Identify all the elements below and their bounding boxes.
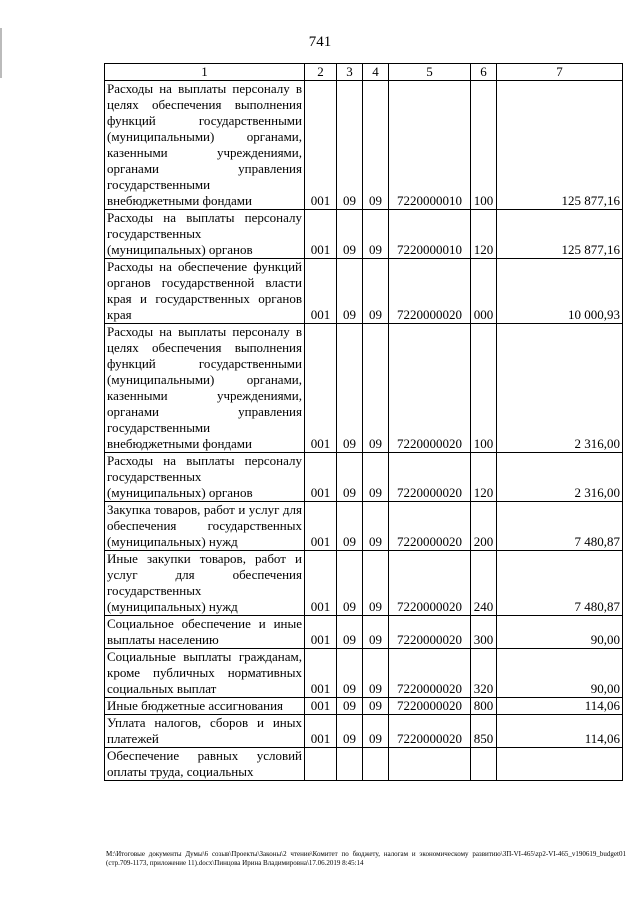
target-article-code: 7220000020 bbox=[389, 551, 471, 616]
header-cell: 1 bbox=[105, 64, 305, 81]
row-description: Уплата налогов, сборов и иных платежей bbox=[105, 715, 305, 748]
table-row bbox=[105, 502, 623, 551]
expense-type-code: 100 bbox=[471, 81, 497, 210]
amount: 10 000,93 bbox=[497, 259, 623, 324]
target-article-code bbox=[389, 748, 471, 781]
header-cell: 4 bbox=[363, 64, 389, 81]
target-article-code: 7220000020 bbox=[389, 698, 471, 715]
target-article-code: 7220000020 bbox=[389, 649, 471, 698]
subsection-code: 09 bbox=[363, 210, 389, 259]
section-code: 09 bbox=[337, 715, 363, 748]
header-cell: 2 bbox=[305, 64, 337, 81]
document-path-footer: M:\Итоговые документы Думы\6 созыв\Проекты\Законы\2 чтение\Комитет по бюджету, налогам и экономическому развитию\ЗП-VI-465\zp2-VI-465_v190619_budget01 (стр.709-1173, приложение 11).docx\Пинцова Ирина Владимировна\17.06.2019 8:45:14 bbox=[106, 850, 626, 867]
admin-code: 001 bbox=[305, 698, 337, 715]
table-row bbox=[105, 616, 623, 649]
amount: 7 480,87 bbox=[497, 551, 623, 616]
table-row bbox=[105, 715, 623, 748]
expense-type-code: 300 bbox=[471, 616, 497, 649]
subsection-code: 09 bbox=[363, 453, 389, 502]
expense-type-code: 100 bbox=[471, 324, 497, 453]
admin-code: 001 bbox=[305, 324, 337, 453]
row-description: Социальное обеспечение и иные выплаты населению bbox=[105, 616, 305, 649]
table-row bbox=[105, 698, 623, 715]
admin-code: 001 bbox=[305, 210, 337, 259]
table-row bbox=[105, 210, 623, 259]
subsection-code bbox=[363, 748, 389, 781]
amount: 114,06 bbox=[497, 715, 623, 748]
section-code: 09 bbox=[337, 698, 363, 715]
section-code: 09 bbox=[337, 453, 363, 502]
header-cell: 3 bbox=[337, 64, 363, 81]
section-code bbox=[337, 748, 363, 781]
row-description: Расходы на выплаты персоналу в целях обеспечения выполнения функций государственными (муниципальными) органами, казенными учреждениями, органами управления государственными внебюджетными фондами bbox=[105, 324, 305, 453]
row-description: Расходы на обеспечение функций органов государственной власти края и государственных органов края bbox=[105, 259, 305, 324]
admin-code bbox=[305, 748, 337, 781]
admin-code: 001 bbox=[305, 259, 337, 324]
row-description: Социальные выплаты гражданам, кроме публичных нормативных социальных выплат bbox=[105, 649, 305, 698]
section-code: 09 bbox=[337, 616, 363, 649]
admin-code: 001 bbox=[305, 453, 337, 502]
subsection-code: 09 bbox=[363, 698, 389, 715]
section-code: 09 bbox=[337, 324, 363, 453]
amount: 125 877,16 bbox=[497, 210, 623, 259]
subsection-code: 09 bbox=[363, 551, 389, 616]
header-row bbox=[105, 64, 623, 81]
expense-type-code: 120 bbox=[471, 453, 497, 502]
target-article-code: 7220000010 bbox=[389, 210, 471, 259]
row-description: Иные бюджетные ассигнования bbox=[105, 698, 305, 715]
table-row bbox=[105, 551, 623, 616]
amount bbox=[497, 748, 623, 781]
budget-table bbox=[104, 63, 623, 781]
admin-code: 001 bbox=[305, 715, 337, 748]
expense-type-code: 320 bbox=[471, 649, 497, 698]
expense-type-code bbox=[471, 748, 497, 781]
expense-type-code: 240 bbox=[471, 551, 497, 616]
header-cell: 5 bbox=[389, 64, 471, 81]
table-row bbox=[105, 649, 623, 698]
amount: 90,00 bbox=[497, 616, 623, 649]
subsection-code: 09 bbox=[363, 715, 389, 748]
expense-type-code: 200 bbox=[471, 502, 497, 551]
row-description: Расходы на выплаты персоналу государственных (муниципальных) органов bbox=[105, 210, 305, 259]
expense-type-code: 850 bbox=[471, 715, 497, 748]
subsection-code: 09 bbox=[363, 259, 389, 324]
admin-code: 001 bbox=[305, 649, 337, 698]
expense-type-code: 000 bbox=[471, 259, 497, 324]
table-row bbox=[105, 81, 623, 210]
amount: 2 316,00 bbox=[497, 453, 623, 502]
subsection-code: 09 bbox=[363, 324, 389, 453]
subsection-code: 09 bbox=[363, 502, 389, 551]
section-code: 09 bbox=[337, 81, 363, 210]
subsection-code: 09 bbox=[363, 81, 389, 210]
admin-code: 001 bbox=[305, 551, 337, 616]
target-article-code: 7220000020 bbox=[389, 259, 471, 324]
section-code: 09 bbox=[337, 210, 363, 259]
header-cell: 6 bbox=[471, 64, 497, 81]
target-article-code: 7220000020 bbox=[389, 453, 471, 502]
amount: 7 480,87 bbox=[497, 502, 623, 551]
header-cell: 7 bbox=[497, 64, 623, 81]
subsection-code: 09 bbox=[363, 649, 389, 698]
amount: 114,06 bbox=[497, 698, 623, 715]
page-number: 741 bbox=[308, 34, 332, 50]
target-article-code: 7220000020 bbox=[389, 616, 471, 649]
section-code: 09 bbox=[337, 502, 363, 551]
row-description: Обеспечение равных условий оплаты труда, социальных bbox=[105, 748, 305, 781]
target-article-code: 7220000020 bbox=[389, 324, 471, 453]
section-code: 09 bbox=[337, 259, 363, 324]
table-row bbox=[105, 259, 623, 324]
section-code: 09 bbox=[337, 649, 363, 698]
admin-code: 001 bbox=[305, 502, 337, 551]
table-row bbox=[105, 324, 623, 453]
row-description: Закупка товаров, работ и услуг для обеспечения государственных (муниципальных) нужд bbox=[105, 502, 305, 551]
subsection-code: 09 bbox=[363, 616, 389, 649]
amount: 2 316,00 bbox=[497, 324, 623, 453]
target-article-code: 7220000020 bbox=[389, 502, 471, 551]
admin-code: 001 bbox=[305, 81, 337, 210]
row-description: Расходы на выплаты персоналу государственных (муниципальных) органов bbox=[105, 453, 305, 502]
admin-code: 001 bbox=[305, 616, 337, 649]
target-article-code: 7220000020 bbox=[389, 715, 471, 748]
table-row bbox=[105, 748, 623, 781]
expense-type-code: 120 bbox=[471, 210, 497, 259]
amount: 125 877,16 bbox=[497, 81, 623, 210]
row-description: Иные закупки товаров, работ и услуг для обеспечения государственных (муниципальных) нужд bbox=[105, 551, 305, 616]
table-row bbox=[105, 453, 623, 502]
expense-type-code: 800 bbox=[471, 698, 497, 715]
target-article-code: 7220000010 bbox=[389, 81, 471, 210]
amount: 90,00 bbox=[497, 649, 623, 698]
section-code: 09 bbox=[337, 551, 363, 616]
row-description: Расходы на выплаты персоналу в целях обеспечения выполнения функций государственными (муниципальными) органами, казенными учреждениями, органами управления государственными внебюджетными фондами bbox=[105, 81, 305, 210]
